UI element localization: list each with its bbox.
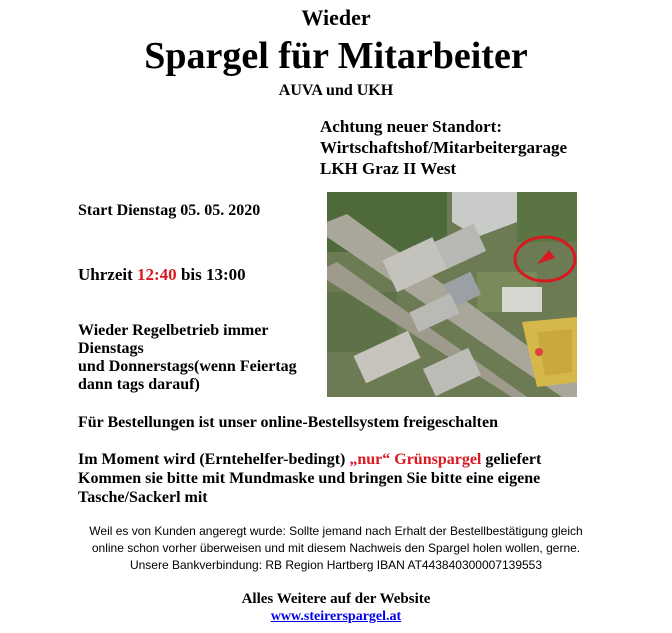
regular-line-4: dann tags darauf) <box>78 376 200 393</box>
masks-line-1: Kommen sie bitte mit Mundmaske und bringen Sie bitte eine eigene <box>78 470 541 487</box>
website-line <box>0 609 672 625</box>
website-link[interactable]: www.steirerspargel.at <box>270 609 402 624</box>
aerial-map-image <box>327 192 577 397</box>
masks-line-2: Tasche/Sackerl mit <box>78 489 208 506</box>
order-info: Für Bestellungen ist unser online-Bestellsystem freigeschalten <box>78 414 498 431</box>
more-info-text: Alles Weitere auf der Website <box>241 591 431 607</box>
regular-line-2: Dienstags <box>78 340 144 357</box>
bank-details: Unsere Bankverbindung: RB Region Hartberg IBAN AT443840300007139553 <box>129 558 543 572</box>
moment-line <box>78 451 541 469</box>
moment-suffix: geliefert <box>481 451 542 468</box>
location-hospital: LKH Graz II West <box>320 159 457 178</box>
time-line <box>78 265 246 285</box>
regular-line-1: Wieder Regelbetrieb immer <box>78 322 269 339</box>
page-title: Spargel für Mitarbeiter <box>144 35 528 77</box>
time-middle: bis <box>176 265 206 284</box>
note-line-1: Weil es von Kunden angeregt wurde: Sollte jemand nach Erhalt der Bestellbestätigung gleich <box>89 524 583 538</box>
moment-prefix: Im Moment wird (Erntehelfer-bedingt) <box>78 451 350 468</box>
location-place: Wirtschaftshof/Mitarbeitergarage <box>320 138 568 157</box>
location-heading: Achtung neuer Standort: <box>320 117 502 136</box>
kicker-text: Wieder <box>301 5 371 30</box>
regular-line-3: und Donnerstags(wenn Feiertag <box>78 358 297 375</box>
aerial-map-icon <box>327 192 577 397</box>
moment-highlight: „nur“ Grünspargel <box>349 451 482 468</box>
time-to: 13:00 <box>205 265 246 284</box>
note-line-2: online schon vorher überweisen und mit diesem Nachweis den Spargel holen wollen, gerne. <box>91 541 581 555</box>
time-from: 12:40 <box>137 265 177 284</box>
time-prefix: Uhrzeit <box>78 265 138 284</box>
start-date: Start Dienstag 05. 05. 2020 <box>78 202 261 219</box>
page-subtitle: AUVA und UKH <box>278 82 394 99</box>
